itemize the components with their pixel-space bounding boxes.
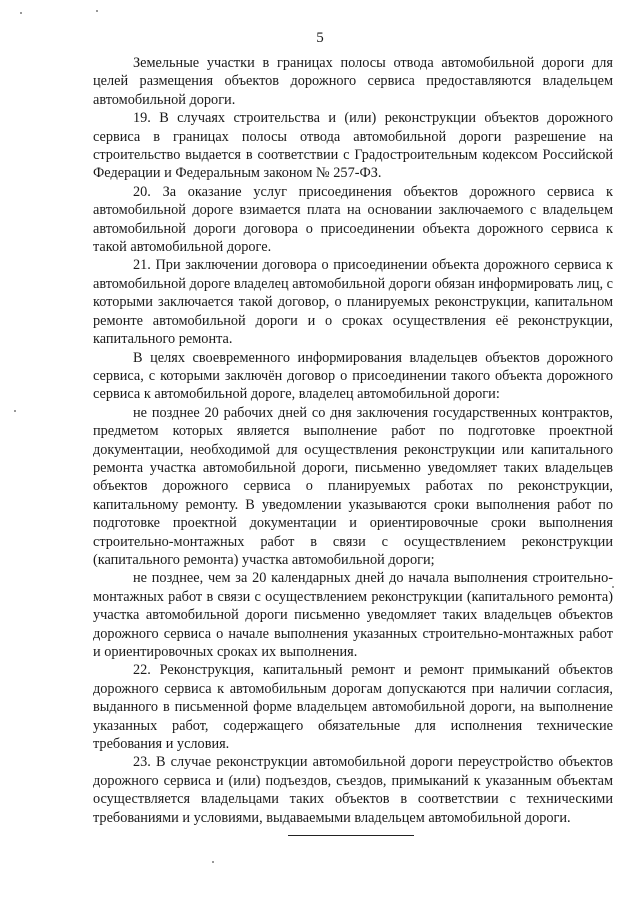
paragraph-21: 21. При заключении договора о присоединении объекта дорожного сервиса к автомобильной дороге владелец автомобильной дороги обязан информировать лиц, с которыми заключается такой договор, о планируемых реконструкции, капитальном ремонте автомобильной дороги и о сроках осуществления её реконструкции, капитального ремонта. — [93, 257, 613, 348]
paragraph-23: 23. В случае реконструкции автомобильной дороги переустройство объектов дорожного сервиса и (или) подъездов, съездов, примыканий к указанным объектам осуществляется владельцами таких объектов в соответствии с техническими требованиями и условиями, выдаваемыми владельцем автомобильной дороги. — [93, 754, 613, 826]
paragraph-20: 20. За оказание услуг присоединения объектов дорожного сервиса к автомобильной дороге взимается плата на основании заключаемого с владельцем автомобильной дороги договора о присоединении объекта дорожного сервиса к такой автомобильной дороге. — [93, 183, 613, 256]
scan-speck — [20, 12, 22, 14]
scan-speck — [612, 586, 614, 588]
scan-speck — [96, 10, 98, 12]
end-separator-line — [288, 835, 414, 836]
paragraph-land-plots: Земельные участки в границах полосы отвода автомобильной дороги для целей размещения объектов дорожного сервиса предоставляются владельцем автомобильной дороги. — [93, 55, 613, 108]
paragraph-20-working-days: не позднее 20 рабочих дней со дня заключения государственных контрактов, предметом которых является выполнение работ по подготовке проектной документации, необходимой для осуществления реконструкции или капитального ремонта участка автомобильной дороги, письменно уведомляет таких владельцев объектов дорожного сервиса о планируемых работах по реконструкции, капитальному ремонту. В уведомлении указываются сроки выполнения работ по подготовке проектной документации и ориентировочные сроки выполнения строительно-монтажных работ в связи с осуществлением реконструкции (капитального ремонта) участка автомобильной дороги; — [93, 404, 613, 568]
paragraph-22: 22. Реконструкция, капитальный ремонт и ремонт примыканий объектов дорожного сервиса к автомобильным дорогам допускаются при наличии согласия, выданного в письменной форме владельцем автомобильной дороги, на выполнение указанных работ, содержащего обязательные для исполнения технические требования и условия. — [93, 662, 613, 753]
document-body — [93, 54, 613, 827]
paragraph-timely-informing: В целях своевременного информирования владельцев объектов дорожного сервиса, с которыми заключён договор о присоединении такого объекта дорожного сервиса к автомобильной дороге, владелец автомобильной дороги: — [93, 349, 613, 403]
scan-speck — [212, 861, 214, 863]
scan-speck — [14, 410, 16, 412]
paragraph-20-calendar-days: не позднее, чем за 20 календарных дней до начала выполнения строительно-монтажных работ в связи с осуществлением реконструкции (капитального ремонта) участка автомобильной дороги письменно уведомляет таких владельцев объектов дорожного сервиса о начале выполнения указанных строительно-монтажных работ и ориентировочных сроках их выполнения. — [93, 570, 613, 660]
paragraph-19: 19. В случаях строительства и (или) реконструкции объектов дорожного сервиса в границах полосы отвода автомобильной дороги разрешение на строительство выдается в соответствии с Градостроительным кодексом Российской Федерации и Федеральным законом № 257-ФЗ. — [93, 110, 613, 182]
page-number: 5 — [316, 30, 324, 46]
